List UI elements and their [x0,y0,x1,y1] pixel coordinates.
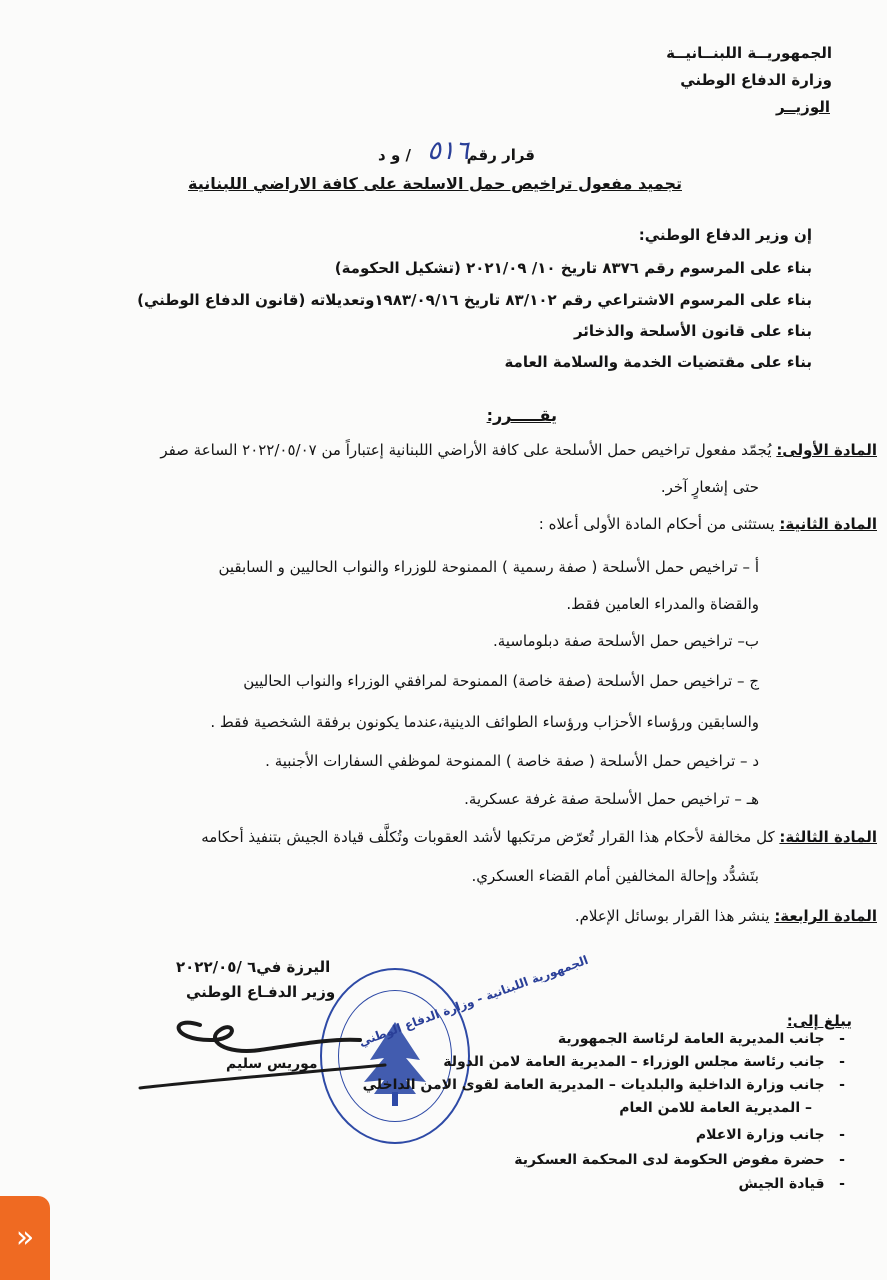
article4 [575,907,877,925]
article2-item: هـ – تراخيص حمل الأسلحة صفة غرفة عسكرية. [464,790,759,808]
handwritten-signature [130,1010,390,1100]
expand-button[interactable] [0,1196,50,1280]
article2-item: ج – تراخيص حمل الأسلحة (صفة خاصة) الممنوحة لمرافقي الوزراء والنواب الحاليين [243,672,759,690]
preamble-item: بناء على مقتضيات الخدمة والسلامة العامة [504,353,812,371]
header-minister: الوزيــر [775,98,830,116]
distribution-item: - قيادة الجيش [738,1176,845,1192]
distribution-item: - حضرة مفوض الحكومة لدى المحكمة العسكرية [514,1152,845,1168]
decision-number-handwritten: ٥١٦ [427,136,469,166]
article2-intro: يستثنى من أحكام المادة الأولى أعلاه : [538,515,775,533]
article2-item: ب– تراخيص حمل الأسلحة صفة دبلوماسية. [493,632,759,650]
article2-item: والسابقين ورؤساء الأحزاب ورؤساء الطوائف الدينية،عندما يكونون برفقة الشخصية فقط . [210,713,759,731]
article2-item: والقضاة والمدراء العامين فقط. [566,595,759,613]
preamble-item: بناء على المرسوم الاشتراعي رقم ٨٣/١٠٢ تاريخ ١٩٨٣/٠٩/١٦وتعديلاته (قانون الدفاع الوطني) [137,291,812,309]
article3-line1: كل مخالفة لأحكام هذا القرار تُعرّض مرتكبها لأشد العقوبات وتُكلَّف قيادة الجيش بتنفيذ أحكامه [201,828,775,846]
article1-line1: يُجمّد مفعول تراخيص حمل الأسلحة على كافة الأراضي اللبنانية إعتباراً من ٢٠٢٢/٠٥/٠٧ الساعة صفر [160,441,772,459]
distribution-item: - جانب وزارة الاعلام [695,1127,845,1143]
distribution-item: - جانب وزارة الداخلية والبلديات – المديرية العامة لقوى الامن الداخلي [362,1077,845,1093]
article4-label: المادة الرابعة: [774,907,877,925]
article2 [539,515,877,533]
signature-date: اليرزة في٦ /٢٠٢٢/٠٥ [176,958,331,976]
distribution-item: - جانب رئاسة مجلس الوزراء – المديرية العامة لامن الدولة [443,1054,845,1070]
article3-line2: بتَشدُّد وإحالة المخالفين أمام القضاء العسكري. [471,867,759,885]
preamble-item: بناء على المرسوم رقم ٨٣٧٦ تاريخ ١٠/ ٢٠٢١/٠٩ (تشكيل الحكومة) [334,259,812,277]
distribution-item: – المديرية العامة للامن العام [619,1100,812,1116]
seal-text: الجمهورية اللبنانية - وزارة الدفاع الوطني [356,952,590,1050]
distribution-item: - جانب المديرية العامة لرئاسة الجمهورية [557,1031,845,1047]
distribution-label: يبلغ إلى: [786,1012,852,1030]
decision-title: تجميد مفعول تراخيص حمل الاسلحة على كافة الاراضي اللبنانية [188,174,682,193]
article3 [201,828,877,846]
header-ministry: وزارة الدفاع الوطني [680,71,832,89]
article4-text: ينشر هذا القرار بوسائل الإعلام. [574,907,770,925]
preamble-intro: إن وزير الدفاع الوطني: [638,226,812,244]
article2-label: المادة الثانية: [779,515,877,533]
signature-name: موريس سليم [226,1056,318,1072]
decides-heading: يقـــــرر: [486,406,557,425]
article2-item: د – تراخيص حمل الأسلحة ( صفة خاصة ) الممنوحة لموظفي السفارات الأجنبية . [265,752,759,770]
article1-line2: حتى إشعارٍ آخر. [660,478,759,496]
article3-label: المادة الثالثة: [779,828,877,846]
article1 [160,441,877,459]
preamble-item: بناء على قانون الأسلحة والذخائر [573,322,812,340]
article2-item: أ – تراخيص حمل الأسلحة ( صفة رسمية ) الممنوحة للوزراء والنواب الحاليين و السابقين [218,558,759,576]
signature-title: وزير الدفـاع الوطني [186,983,336,1001]
header-republic: الجمهوريــة اللبنــانيــة [666,44,832,62]
decision-number-suffix: / و د [378,146,411,164]
decision-number-label: قرار رقم [466,146,535,164]
double-chevron-icon: » [15,1220,35,1255]
article1-label: المادة الأولى: [776,441,877,459]
